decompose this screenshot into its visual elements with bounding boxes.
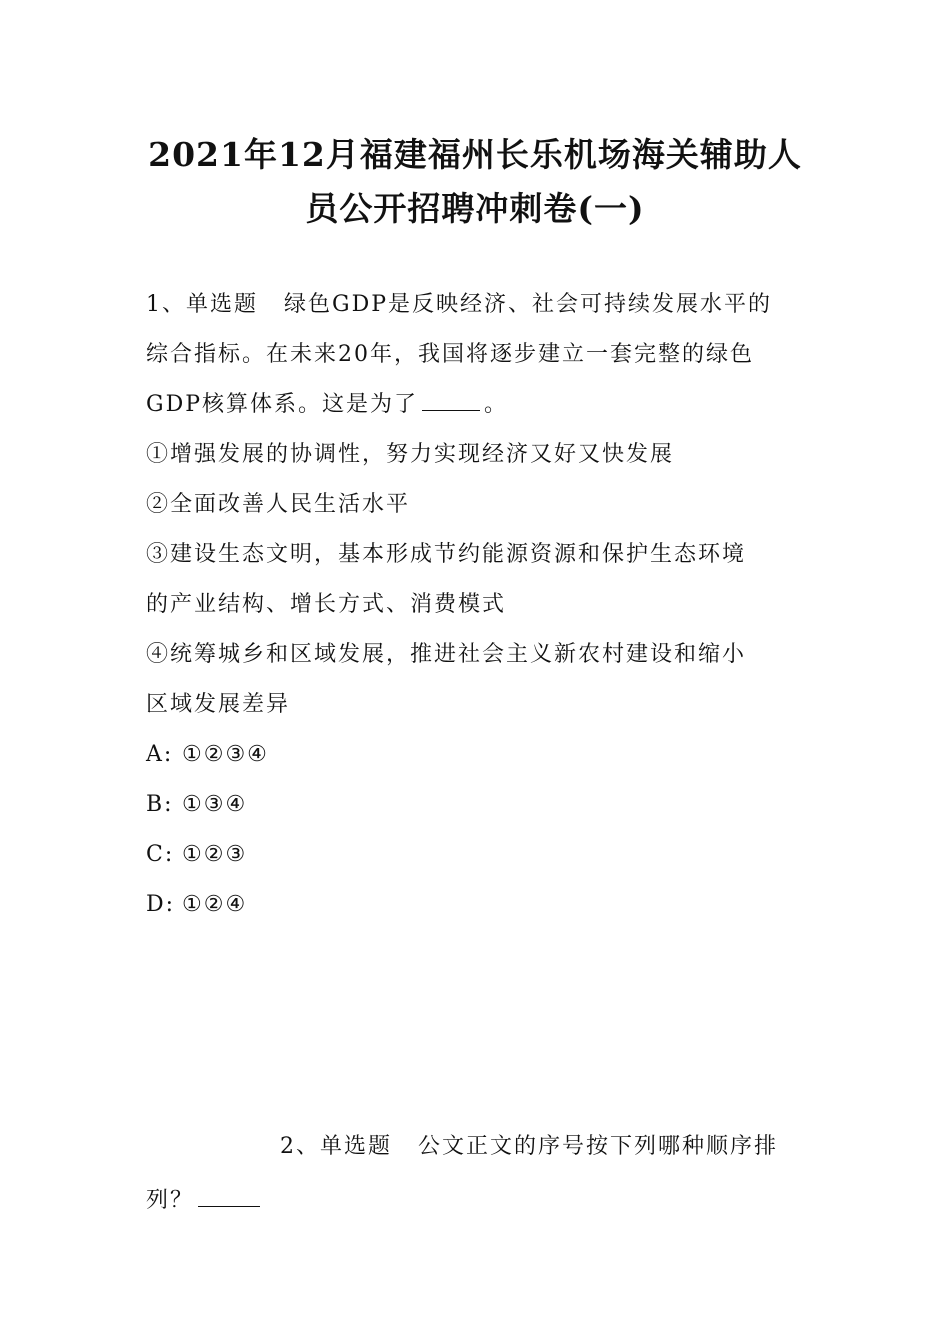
question-1-number: 1、: [146, 292, 186, 317]
document-title: [120, 128, 830, 236]
question-1-stem-line-3-post: 。: [484, 392, 509, 417]
option-b-text: ①③④: [182, 792, 248, 817]
option-c-text: ①②③: [182, 842, 248, 867]
question-1-item-4: ④统筹城乡和区域发展，推进社会主义新农村建设和缩小: [146, 642, 747, 667]
question-2-stem: [146, 1120, 806, 1174]
question-1-stem-line-3: [146, 380, 806, 430]
question-1-item-1: ①增强发展的协调性，努力实现经济又好又快发展: [146, 442, 675, 467]
question-1: [146, 280, 806, 930]
answer-blank: [422, 390, 480, 411]
question-1-stem-line-3-pre: GDP核算体系。这是为了: [146, 392, 419, 417]
option-d-label: D:: [146, 892, 176, 917]
option-b-label: B:: [146, 792, 174, 817]
option-a: [146, 730, 806, 780]
option-d-text: ①②④: [182, 892, 248, 917]
answer-blank: [198, 1186, 260, 1207]
question-2: [146, 1120, 806, 1228]
title-line-1: 2021年12月福建福州长乐机场海关辅助人: [148, 135, 802, 174]
option-a-text: ①②③④: [182, 742, 269, 767]
option-b: [146, 780, 806, 830]
question-1-stem-line-1: 绿色GDP是反映经济、社会可持续发展水平的: [284, 292, 773, 317]
question-2-stem-line-2-text: 列？: [146, 1188, 195, 1213]
question-1-item-3: ③建设生态文明，基本形成节约能源资源和保护生态环境: [146, 542, 747, 567]
question-1-stem: [146, 280, 806, 330]
question-2-number: 2、: [280, 1134, 320, 1159]
question-2-stem-line-2: [146, 1174, 806, 1228]
question-2-type: 单选题: [320, 1134, 393, 1159]
question-1-item-2: ②全面改善人民生活水平: [146, 492, 411, 517]
question-1-item-4-cont: 区域发展差异: [146, 692, 291, 717]
option-a-label: A:: [146, 742, 174, 767]
question-1-item-3-cont: 的产业结构、增长方式、消费模式: [146, 592, 507, 617]
option-d: [146, 880, 806, 930]
option-c-label: C:: [146, 842, 175, 867]
title-line-2: 员公开招聘冲刺卷(一): [305, 189, 645, 228]
question-1-type: 单选题: [186, 292, 259, 317]
question-1-stem-line-2: 综合指标。在未来20年，我国将逐步建立一套完整的绿色: [146, 342, 754, 367]
option-c: [146, 830, 806, 880]
question-2-stem-line-1: 公文正文的序号按下列哪种顺序排: [418, 1134, 779, 1159]
